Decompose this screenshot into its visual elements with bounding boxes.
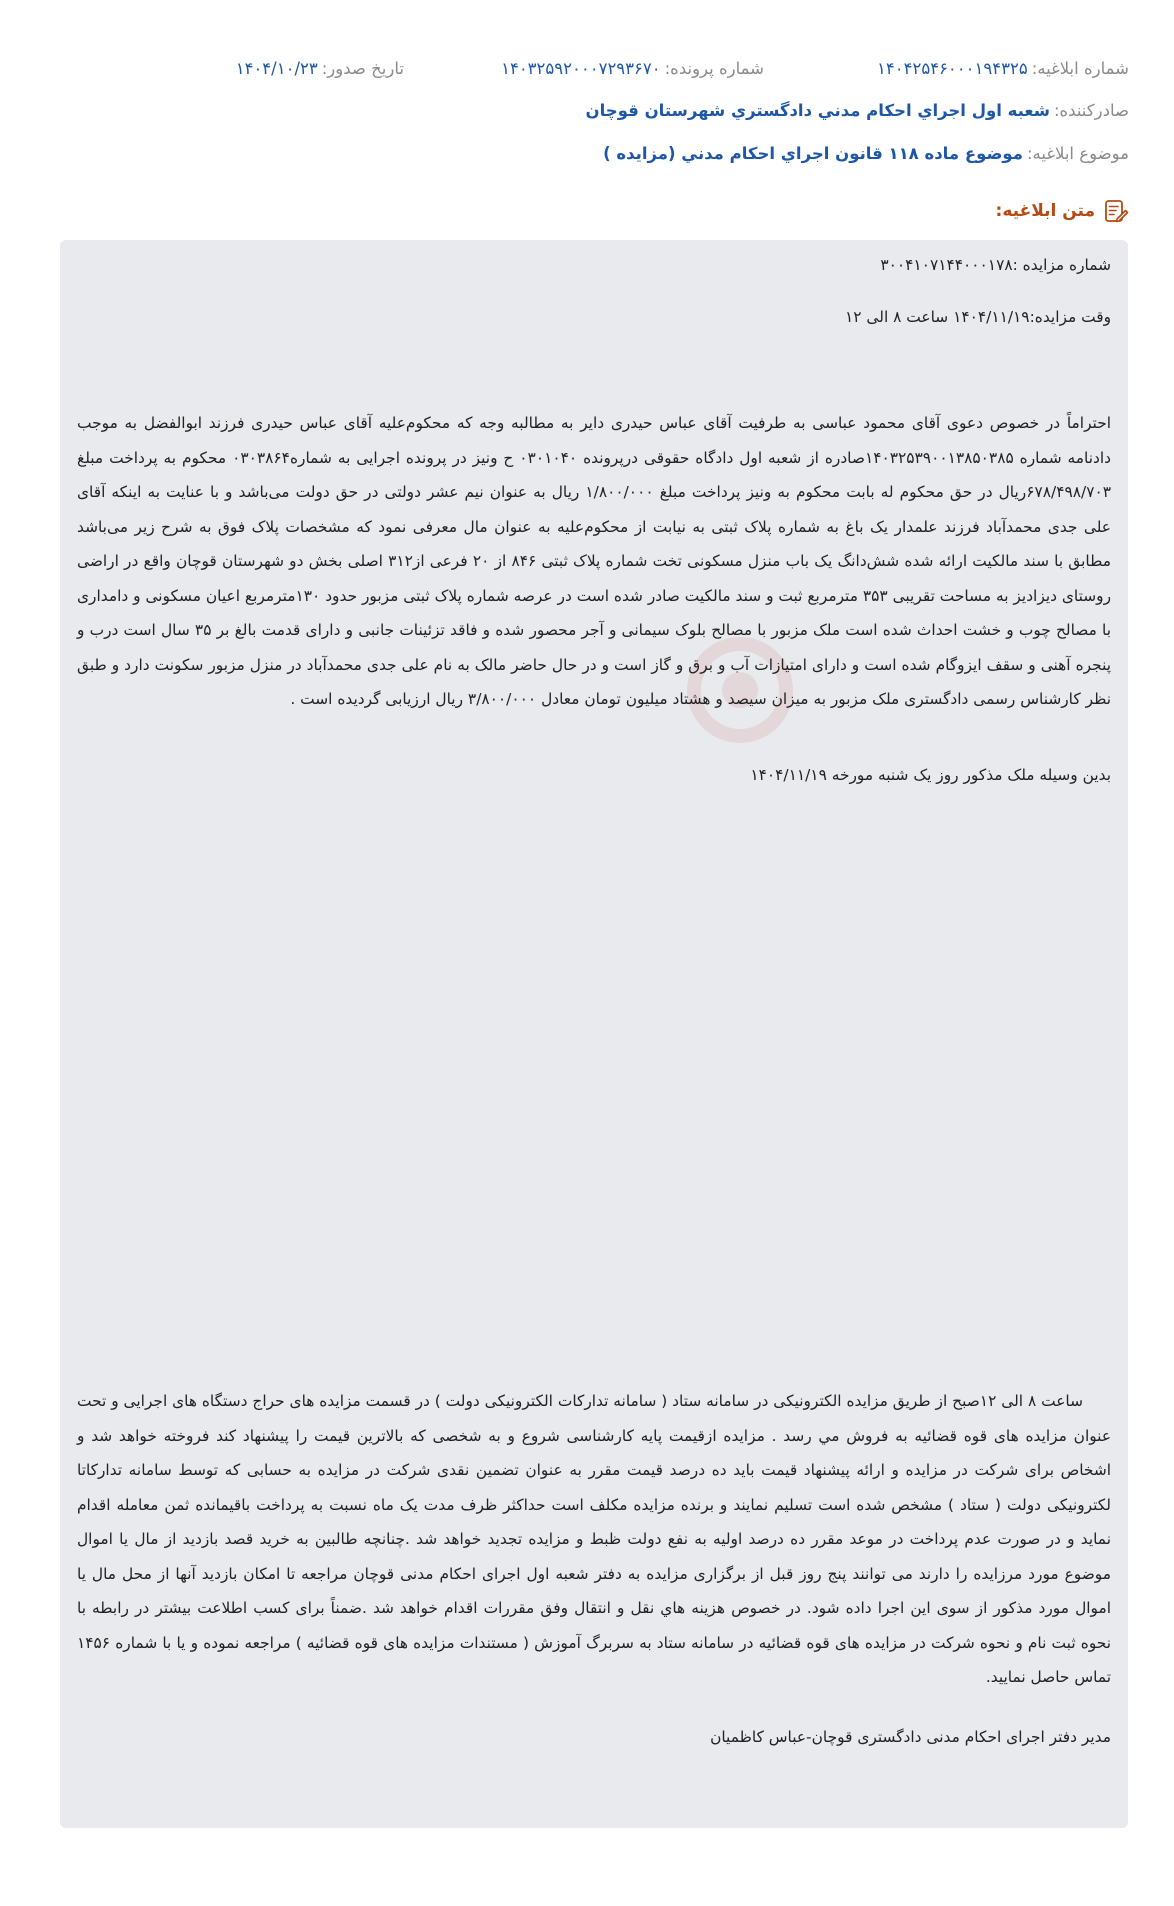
auction-number: شماره مزایده :۳۰۰۴۱۰۷۱۴۴۰۰۰۱۷۸: [880, 256, 1111, 274]
meta-row-numbers: [40, 52, 1129, 84]
notice-text-title: متن ابلاغيه:: [995, 201, 1095, 221]
issue-date-value: ۱۴۰۴/۱۰/۲۳: [235, 58, 318, 78]
notice-number: [877, 59, 1129, 78]
signature-line: مدیر دفتر اجرای احکام مدنی دادگستری قوچان-عباس کاظمیان: [710, 1728, 1111, 1746]
notice-content-box: [60, 240, 1128, 1828]
file-number-value: ۱۴۰۳۲۵۹۲۰۰۰۷۲۹۳۶۷۰: [501, 58, 661, 78]
issue-date-label: تاريخ صدور:: [321, 58, 404, 78]
main-paragraph: احتراماً در خصوص دعوی آقای محمود عباسی به طرفیت آقای عباس حیدری دایر به مطالبه وجه که محکوم‌علیه آقای عباس حیدری فرزند ابوالفضل به موجب دادنامه شماره ۱۴۰۳۲۵۳۹۰۰۱۳۸۵۰۳۸۵صادره از شعبه اول دادگاه حقوقی درپرونده ۰۳۰۱۰۴۰ ح ونیز در پرونده اجرایی به شماره۰۳۰۳۸۶۴ محکوم به پرداخت مبلغ ۶۷۸/۴۹۸/۷۰۳ریال در حق محکوم له بابت محکوم به ونیز پرداخت مبلغ ۱/۸۰۰/۰۰۰ ریال به عنوان نیم عشر دولتی در حق دولت می‌باشد و با عنایت به اینکه آقای علی جدی محمدآباد فرزند علمدار یک باغ به شماره پلاک ثبتی به نیابت از محکوم‌علیه به عنوان مال معرفی نمود که مشخصات پلاک فوق به شرح زیر می‌باشد مطابق با سند مالکیت ارائه شده شش‌دانگ یک باب منزل مسکونی تخت شماره پلاک ثبتی ۸۴۶ از ۲۰ فرعی از۳۱۲ اصلی بخش دو شهرستان قوچان واقع در اراضی روستای دیزادیز به مساحت تقریبی ۳۵۳ مترمربع ثبت و سند مالکیت صادر شده است در عرصه شماره پلاک ثبتی مزبور حدود ۱۳۰مترمربع اعیان مسکونی و دامداری با مصالح چوب و خشت احداث شده است ملک مزبور با مصالح بلوک سیمانی و آجر محصور شده و فاقد تزئینات جانبی و دارای قدمت بالغ بر ۳۵ سال است درب و پنجره آهنی و سقف ایزوگام شده است و دارای امتیازات آب و برق و گاز است و در حال حاضر مالک به نام علی جدی محمدآباد در منزل مزبور سکونت دارد و طبق نظر کارشناس رسمی دادگستری ملک مزبور به میزان سیصد و هشتاد میلیون تومان معادل ۳/۸۰۰/۰۰۰ ریال ارزیابی گردیده است .: [77, 414, 1112, 708]
document-edit-icon: [1103, 198, 1129, 224]
terms-paragraph: ساعت ۸ الی ۱۲صبح از طریق مزایده الکترونیکی در سامانه ستاد ( سامانه تدارکات الکترونیکی دولت ) در قسمت مزایده های حراج دستگاه های اجرایی و تحت عنوان مزایده های قوه قضائیه به فروش مي رسد . مزایده ازقیمت پایه کارشناسی شروع و به شخصی که بالاترین قیمت را پیشنهاد کند فروخته خواهد شد و اشخاص برای شرکت در مزایده و ارائه پیشنهاد قیمت باید ده درصد قیمت مقرر به عنوان تضمین نقدی شرکت در مزایده به حسابی که توسط سامانه تدارکاتا لکترونیکی دولت ( ستاد ) مشخص شده است تسلیم نمایند و برنده مزایده مکلف است حداکثر ظرف مدت یک ماه نسبت به پرداخت باقیمانده ثمن معامله اقدام نماید و در صورت عدم پرداخت در موعد مقرر ده درصد اولیه به نفع دولت ظبط و مزایده تجدید خواهد شد .چنانچه طالبین به خرید قصد بازدید از مال یا اموال موضوع مورد مرزایده را دارند می توانند پنج روز قبل از برگزاری مزایده به دفتر شعبه اول اجرای احکام مدنی قوچان مراجعه تا امکان بازدید آنها از محل مال یا اموال مورد مذکور از سوی این اجرا داده شود. در خصوص هزینه هاي نقل و انتقال وفق مقررات اقدام خواهد شد .ضمناً برای کسب اطلاعت بیشتر در رابطه با نحوه ثبت نام و نحوه شرکت در مزایده های قوه قضائیه در سامانه ستاد به سربرگ آموزش ( مستندات مزایده های قوه قضائیه ) مراجعه نموده و یا با شماره ۱۴۵۶ تماس حاصل نمایید.: [77, 1392, 1111, 1686]
file-number: [501, 59, 764, 78]
meta-row-issuer: [40, 94, 1129, 126]
file-number-label: شماره پرونده:: [664, 58, 764, 78]
auction-time: وقت مزایده:۱۴۰۴/۱۱/۱۹ ساعت ۸ الی ۱۲: [844, 308, 1111, 326]
issuer-value: شعبه اول اجراي احکام مدني دادگستري شهرستان قوچان: [585, 100, 1050, 120]
issuer-label: صادرکننده:: [1053, 100, 1129, 120]
issue-date: [236, 59, 404, 78]
hereby-paragraph: بدین وسیله ملک مذکور روز یک شنبه مورخه ۱۴۰۴/۱۱/۱۹: [750, 766, 1111, 784]
notice-number-value: ۱۴۰۴۲۵۴۶۰۰۰۱۹۴۳۲۵: [877, 58, 1028, 78]
notice-number-label: شماره ابلاغيه:: [1031, 58, 1129, 78]
notice-text-heading: [996, 198, 1129, 224]
meta-row-subject: [40, 137, 1129, 169]
subject-value: موضوع ماده ۱۱۸ قانون اجراي احکام مدني (مزايده ): [603, 143, 1023, 163]
subject-label: موضوع ابلاغيه:: [1026, 143, 1129, 163]
